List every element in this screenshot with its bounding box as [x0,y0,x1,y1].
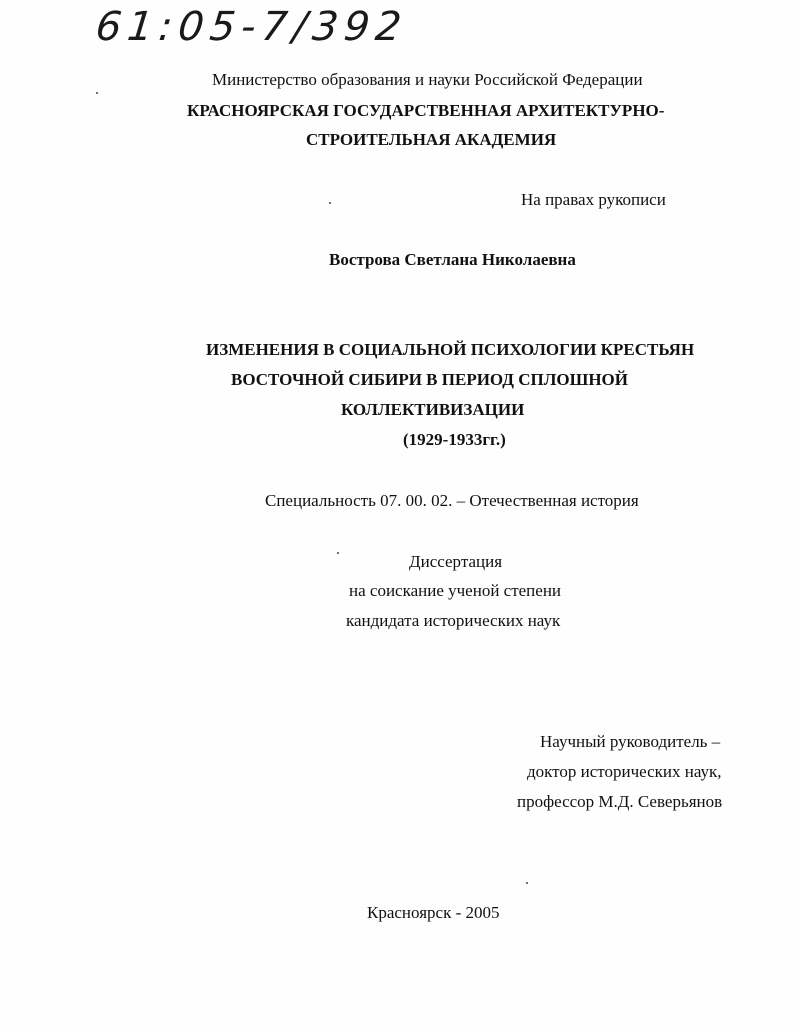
title-line-2: ВОСТОЧНОЙ СИБИРИ В ПЕРИОД СПЛОШНОЙ [231,370,628,389]
handwritten-catalog-code: 61:05-7/392 [93,4,410,50]
supervisor-line-1: Научный руководитель – [540,732,721,751]
specialty-line: Специальность 07. 00. 02. – Отечественная история [265,491,639,510]
scan-speck [329,202,331,204]
institution-line-2: СТРОИТЕЛЬНАЯ АКАДЕМИЯ [306,130,557,149]
institution-line-1: КРАСНОЯРСКАЯ ГОСУДАРСТВЕННАЯ АРХИТЕКТУРНО- [187,101,665,120]
rights-note: На правах рукописи [521,190,666,209]
degree-line-3: кандидата исторических наук [346,611,561,630]
supervisor-line-3: профессор М.Д. Северьянов [517,792,723,811]
scan-speck [526,882,528,884]
title-line-1: ИЗМЕНЕНИЯ В СОЦИАЛЬНОЙ ПСИХОЛОГИИ КРЕСТЬЯН [206,340,695,359]
scan-speck [337,552,339,554]
author-name: Вострова Светлана Николаевна [329,250,576,269]
ministry-line: Министерство образования и науки Российской Федерации [212,70,643,89]
supervisor-line-2: доктор исторических наук, [527,762,722,781]
scan-speck [96,92,98,94]
degree-line-2: на соискание ученой степени [349,581,562,600]
degree-line-1: Диссертация [409,552,503,571]
title-years: (1929-1933гг.) [403,430,506,449]
title-line-3: КОЛЛЕКТИВИЗАЦИИ [341,400,525,419]
city-year: Красноярск - 2005 [367,903,500,922]
